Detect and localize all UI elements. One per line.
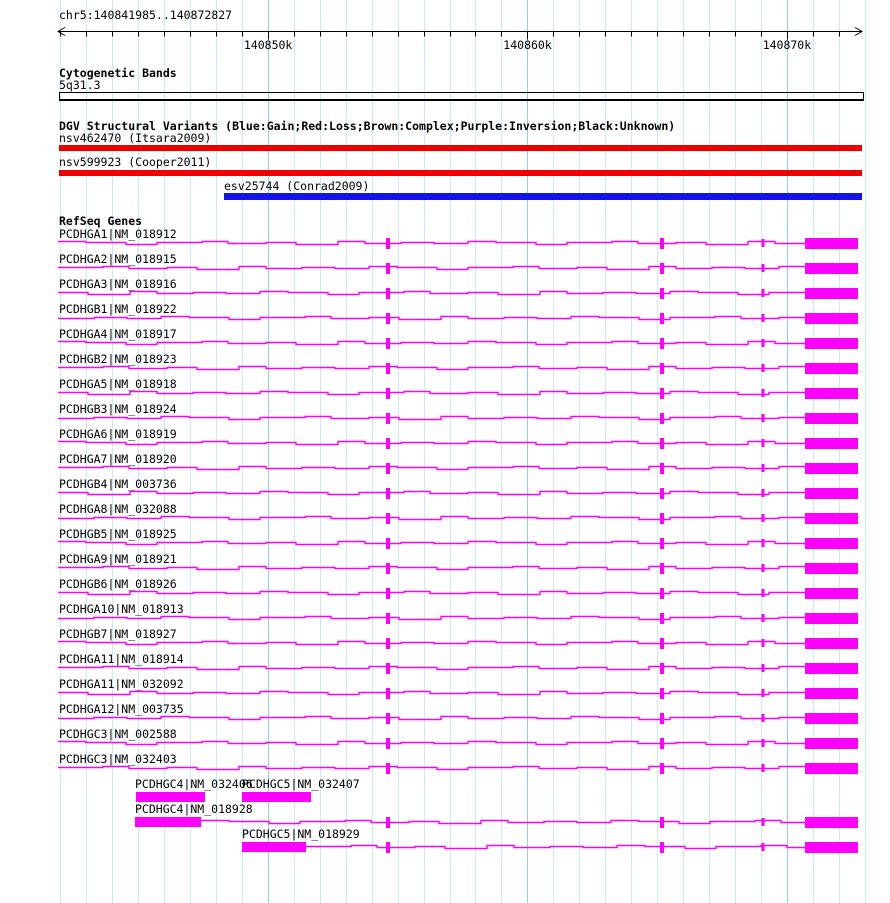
ruler-tick-label: 140870k xyxy=(762,38,812,52)
gene-label: PCDHGB5|NM_018925 xyxy=(59,527,177,541)
gene-exon xyxy=(762,389,765,397)
gene-exon-box xyxy=(805,713,858,724)
gene-model[interactable] xyxy=(58,538,858,549)
gene-exon xyxy=(660,238,664,249)
variant-bar[interactable] xyxy=(59,145,862,151)
gene-exon xyxy=(660,763,664,774)
gene-model[interactable] xyxy=(58,288,858,299)
gene-intron-line xyxy=(58,717,805,720)
gene-intron-line xyxy=(58,467,805,470)
gene-exon xyxy=(762,364,765,372)
gene-exon xyxy=(386,763,390,774)
gene-label: PCDHGA1|NM_018912 xyxy=(59,227,177,241)
gene-exon xyxy=(762,289,765,297)
gene-intron-line xyxy=(58,592,805,595)
gene-exon xyxy=(386,513,390,524)
gene-exon xyxy=(762,639,765,647)
gene-intron-line xyxy=(58,617,805,620)
gene-exon-box xyxy=(805,438,858,449)
gene-label: PCDHGA11|NM_032092 xyxy=(59,677,184,691)
gene-exon-box xyxy=(805,638,858,649)
gene-exon xyxy=(660,363,664,374)
gene-exon xyxy=(660,588,664,599)
gene-exon xyxy=(660,388,664,399)
gene-intron-line xyxy=(58,742,805,745)
gene-exon xyxy=(762,439,765,447)
gene-intron-line xyxy=(58,492,805,495)
region-label: chr5:140841985..140872827 xyxy=(59,8,233,22)
gene-label: PCDHGA4|NM_018917 xyxy=(59,327,177,341)
gene-exon xyxy=(386,842,390,853)
gene-intron-line xyxy=(58,667,805,670)
gene-exon xyxy=(762,589,765,597)
gene-exon xyxy=(386,688,390,699)
gene-exon xyxy=(386,313,390,324)
gene-exon-box xyxy=(805,842,858,853)
gene-exon xyxy=(762,689,765,697)
gene-exon xyxy=(660,842,664,853)
gene-intron-line xyxy=(58,517,805,520)
gene-intron-line xyxy=(58,317,805,320)
gene-exon xyxy=(762,739,765,747)
gene-exon xyxy=(762,489,765,497)
gene-exon xyxy=(660,338,664,349)
gene-exon xyxy=(386,413,390,424)
gene-exon xyxy=(762,339,765,347)
ruler-tick-label: 140850k xyxy=(243,38,293,52)
gene-model[interactable] xyxy=(58,513,858,524)
gene-exon xyxy=(762,843,765,851)
gene-exon xyxy=(762,818,765,826)
gene-exon-box xyxy=(805,538,858,549)
gene-exon xyxy=(660,817,664,828)
variant-label: nsv599923 (Cooper2011) xyxy=(59,155,212,169)
gene-exon xyxy=(660,538,664,549)
gene-label: PCDHGB1|NM_018922 xyxy=(59,302,177,316)
gene-intron-line xyxy=(58,767,805,770)
gene-intron-line xyxy=(58,342,805,345)
gene-label: PCDHGA2|NM_018915 xyxy=(59,252,177,266)
gene-exon xyxy=(660,413,664,424)
gene-exon xyxy=(386,588,390,599)
gene-exon-box xyxy=(242,842,306,852)
gene-exon xyxy=(386,463,390,474)
gene-exon xyxy=(762,314,765,322)
gene-label: PCDHGC4|NM_018928 xyxy=(135,802,253,816)
gene-exon-box xyxy=(805,363,858,374)
gene-exon xyxy=(386,638,390,649)
gene-label: PCDHGB3|NM_018924 xyxy=(59,402,177,416)
gene-intron-line xyxy=(58,642,805,645)
gene-model[interactable] xyxy=(58,763,858,774)
gene-model[interactable] xyxy=(58,488,858,499)
gene-exon xyxy=(386,613,390,624)
gene-model[interactable] xyxy=(58,438,858,449)
gene-exon xyxy=(386,388,390,399)
gene-intron-line xyxy=(58,692,805,695)
gene-model[interactable] xyxy=(58,463,858,474)
gene-intron-line xyxy=(58,267,805,270)
gene-exon xyxy=(660,713,664,724)
gene-label: PCDHGB7|NM_018927 xyxy=(59,627,177,641)
gene-model[interactable] xyxy=(58,363,858,374)
gene-exon-box xyxy=(805,413,858,424)
gene-exon xyxy=(386,488,390,499)
gene-intron-line xyxy=(58,567,805,570)
gene-label: PCDHGA7|NM_018920 xyxy=(59,452,177,466)
gene-label: PCDHGA9|NM_018921 xyxy=(59,552,177,566)
gene-exon-box xyxy=(805,563,858,574)
gene-exon-box xyxy=(805,238,858,249)
gene-exon xyxy=(386,538,390,549)
gene-exon-box xyxy=(805,338,858,349)
gene-intron-line xyxy=(58,367,805,370)
cytoband-band xyxy=(59,92,864,101)
gene-exon xyxy=(386,738,390,749)
gene-exon xyxy=(660,263,664,274)
gene-exon xyxy=(660,613,664,624)
gene-exon-box xyxy=(805,313,858,324)
gene-exon-box xyxy=(805,513,858,524)
gene-exon xyxy=(762,564,765,572)
gene-exon xyxy=(762,514,765,522)
gene-exon xyxy=(386,238,390,249)
gene-model[interactable] xyxy=(242,792,311,802)
gene-exon xyxy=(762,239,765,247)
variant-bar[interactable] xyxy=(224,193,862,200)
gene-exon xyxy=(660,463,664,474)
gene-exon-box xyxy=(805,263,858,274)
gene-exon xyxy=(386,563,390,574)
gene-label: PCDHGA5|NM_018918 xyxy=(59,377,177,391)
gene-exon xyxy=(660,738,664,749)
cytobands-header: Cytogenetic Bands xyxy=(59,66,177,80)
gene-exon xyxy=(386,713,390,724)
gene-exon-box xyxy=(805,388,858,399)
gene-exon xyxy=(660,688,664,699)
dgv-header: DGV Structural Variants (Blue:Gain;Red:Loss;Brown:Complex;Purple:Inversion;Black:Unknown) xyxy=(59,119,676,133)
gene-model[interactable] xyxy=(58,313,858,324)
gene-exon xyxy=(386,288,390,299)
gene-label: PCDHGB2|NM_018923 xyxy=(59,352,177,366)
gene-model[interactable] xyxy=(58,238,858,249)
gene-exon xyxy=(660,638,664,649)
variant-label: nsv462470 (Itsara2009) xyxy=(59,131,212,145)
gene-model[interactable] xyxy=(58,588,858,599)
gene-exon xyxy=(660,513,664,524)
gene-exon-box xyxy=(805,817,858,828)
gene-exon-box xyxy=(805,663,858,674)
gene-exon xyxy=(762,664,765,672)
gene-label: PCDHGC3|NM_002588 xyxy=(59,727,177,741)
gene-exon xyxy=(762,714,765,722)
gene-label: PCDHGB4|NM_003736 xyxy=(59,477,177,491)
gene-exon-box xyxy=(805,488,858,499)
gene-exon-box xyxy=(805,588,858,599)
gene-label: PCDHGA6|NM_018919 xyxy=(59,427,177,441)
gene-intron-line xyxy=(58,442,805,445)
gene-exon xyxy=(762,539,765,547)
gene-exon xyxy=(660,288,664,299)
gene-exon xyxy=(762,464,765,472)
gene-label: PCDHGC5|NM_018929 xyxy=(242,827,360,841)
gene-label: PCDHGA11|NM_018914 xyxy=(59,652,184,666)
gene-model[interactable] xyxy=(58,338,858,349)
gene-exon xyxy=(762,414,765,422)
gene-exon-box xyxy=(805,738,858,749)
gene-exon-box xyxy=(805,463,858,474)
gene-intron-line xyxy=(58,242,805,245)
gene-label: PCDHGA3|NM_018916 xyxy=(59,277,177,291)
gene-model[interactable] xyxy=(58,413,858,424)
gene-model[interactable] xyxy=(58,638,858,649)
gene-exon xyxy=(386,817,390,828)
gene-label: PCDHGC3|NM_032403 xyxy=(59,752,177,766)
gene-exon xyxy=(660,488,664,499)
gene-model[interactable] xyxy=(136,792,205,802)
gene-exon-box xyxy=(242,792,311,802)
gene-exon xyxy=(386,663,390,674)
gene-exon-box xyxy=(805,763,858,774)
gene-exon-box xyxy=(136,792,205,802)
variant-bar[interactable] xyxy=(59,170,862,176)
gene-label: PCDHGC4|NM_032406 xyxy=(135,777,253,791)
gene-intron-line xyxy=(58,392,805,395)
gene-label: PCDHGA10|NM_018913 xyxy=(59,602,184,616)
gene-exon xyxy=(660,563,664,574)
gene-exon-box xyxy=(805,688,858,699)
gene-label: PCDHGA12|NM_003735 xyxy=(59,702,184,716)
variant-label: esv25744 (Conrad2009) xyxy=(224,179,370,193)
gene-intron-line xyxy=(58,292,805,295)
gene-exon xyxy=(660,438,664,449)
gene-label: PCDHGB6|NM_018926 xyxy=(59,577,177,591)
gene-model[interactable] xyxy=(58,563,858,574)
refseq-header: RefSeq Genes xyxy=(59,214,143,228)
gene-intron-line xyxy=(306,846,805,849)
gene-exon-box xyxy=(135,817,201,827)
gene-intron-line xyxy=(58,417,805,420)
gene-exon xyxy=(762,764,765,772)
gene-label: PCDHGC5|NM_032407 xyxy=(242,777,360,791)
gene-exon xyxy=(386,338,390,349)
gene-exon xyxy=(386,263,390,274)
cytoband-label: 5q31.3 xyxy=(59,78,101,92)
gene-exon xyxy=(660,313,664,324)
ruler-tick-label: 140860k xyxy=(503,38,552,52)
gene-label: PCDHGA8|NM_032088 xyxy=(59,502,177,516)
gene-exon-box xyxy=(805,288,858,299)
gene-model[interactable] xyxy=(242,842,858,853)
gene-model[interactable] xyxy=(58,738,858,749)
gene-intron-line xyxy=(201,821,805,824)
gene-exon xyxy=(762,614,765,622)
gene-intron-line xyxy=(58,542,805,545)
gene-exon xyxy=(386,438,390,449)
gene-model[interactable] xyxy=(58,263,858,274)
gene-exon-box xyxy=(805,613,858,624)
gene-exon xyxy=(386,363,390,374)
gene-model[interactable] xyxy=(58,388,858,399)
gene-exon xyxy=(762,264,765,272)
gene-exon xyxy=(660,663,664,674)
